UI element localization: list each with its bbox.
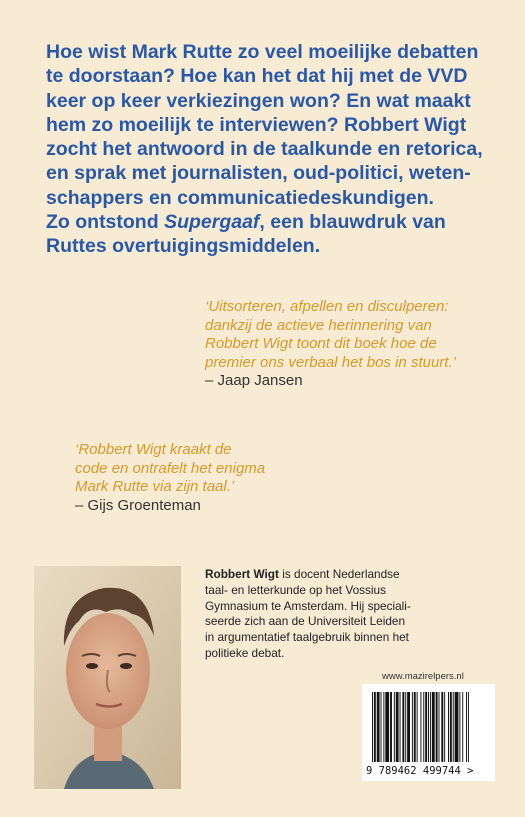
quote-author: – Gijs Groenteman [75, 496, 201, 514]
author-photo [34, 566, 181, 789]
blurb-line: zocht het antwoord in de taalkunde en retorica, [46, 138, 483, 161]
barcode-bar [425, 692, 427, 762]
barcode-bar [390, 692, 392, 762]
isbn-barcode [362, 684, 495, 781]
barcode-bar [448, 692, 449, 762]
quote-jansen [205, 298, 515, 391]
bio-line [205, 567, 505, 583]
barcode-bars [372, 692, 485, 762]
blurb-line [46, 210, 511, 234]
barcode-bar [428, 692, 429, 762]
bio-line: seerde zich aan de Universiteit Leiden [205, 614, 406, 629]
barcode-bar [450, 692, 452, 762]
barcode-bar [455, 692, 459, 762]
quote-line: premier ons verbaal het bos in stuurt.’ [205, 353, 456, 371]
bio-line: in argumentatief taalgebruik binnen het [205, 630, 409, 645]
barcode-bar [383, 692, 384, 762]
quote-line: Mark Rutte via zijn taal.’ [75, 478, 235, 495]
barcode-bar [372, 692, 373, 762]
barcode-bar [400, 692, 401, 762]
blurb-line: hem zo moeilijk te interviewen? Robbert Wigt [46, 113, 467, 136]
blurb-line: en sprak met journalisten, oud-politici, weten- [46, 162, 471, 185]
barcode-bar [459, 692, 460, 762]
quote-line: code en ontrafelt het enigma [75, 459, 266, 477]
bio-line: politieke debat. [205, 645, 285, 660]
quote-line: Robbert Wigt toont dit boek hoe de [205, 335, 437, 352]
quote-author: – Jaap Jansen [205, 372, 303, 389]
book-title: Supergaaf [164, 211, 260, 234]
author-portrait-illustration [34, 566, 181, 789]
barcode-bar [439, 692, 440, 762]
barcode-bar [432, 692, 435, 762]
blurb-text: , een blauwdruk van [259, 211, 446, 234]
back-cover-blurb [46, 40, 511, 259]
barcode-bar [377, 692, 380, 762]
publisher-website: www.mazirelpers.nl [382, 671, 464, 682]
barcode-bar [423, 692, 424, 762]
barcode-bar [444, 692, 445, 762]
barcode-bar [468, 692, 469, 762]
barcode-bar [417, 692, 418, 762]
barcode-bar [394, 692, 395, 762]
blurb-text: Zo ontstond [46, 211, 165, 234]
blurb-line: te doorstaan? Hoe kan het dat hij met de VVD [46, 65, 468, 88]
author-bio [205, 567, 505, 662]
quote-line: ‘Uitsorteren, afpellen en disculperen: [205, 298, 449, 315]
blurb-line: Ruttes overtuigingsmiddelen. [46, 235, 321, 258]
barcode-bar [396, 692, 399, 762]
quote-groenteman [75, 441, 375, 515]
bio-text: is docent Nederlandse [278, 567, 400, 581]
barcode-bar [414, 692, 416, 762]
barcode-bar [420, 692, 421, 762]
barcode-bar [430, 692, 431, 762]
blurb-line: Hoe wist Mark Rutte zo veel moeilijke debatten [46, 41, 479, 63]
barcode-bar [405, 692, 406, 762]
barcode-bar [436, 692, 438, 762]
quote-line: ‘Robbert Wigt kraakt de [75, 441, 232, 458]
barcode-bar [385, 692, 389, 762]
isbn-number: 9 789462 499744 > [366, 765, 474, 777]
barcode-bar [412, 692, 413, 762]
quote-line: dankzij de actieve herinnering van [205, 316, 432, 334]
blurb-line: schappers en communicatiedeskundigen. [46, 186, 434, 209]
barcode-bar [402, 692, 404, 762]
blurb-line: keer op keer verkiezingen won? En wat maakt [46, 89, 471, 112]
barcode-bar [453, 692, 454, 762]
author-name: Robbert Wigt [205, 567, 279, 581]
barcode-bar [374, 692, 376, 762]
barcode-bar [381, 692, 382, 762]
barcode-bar [462, 692, 463, 762]
bio-line: taal- en letterkunde op het Vossius [205, 582, 387, 597]
bio-line: Gymnasium te Amsterdam. Hij speciali- [205, 598, 411, 613]
barcode-bar [441, 692, 443, 762]
barcode-bar [407, 692, 410, 762]
barcode-bar [466, 692, 467, 762]
